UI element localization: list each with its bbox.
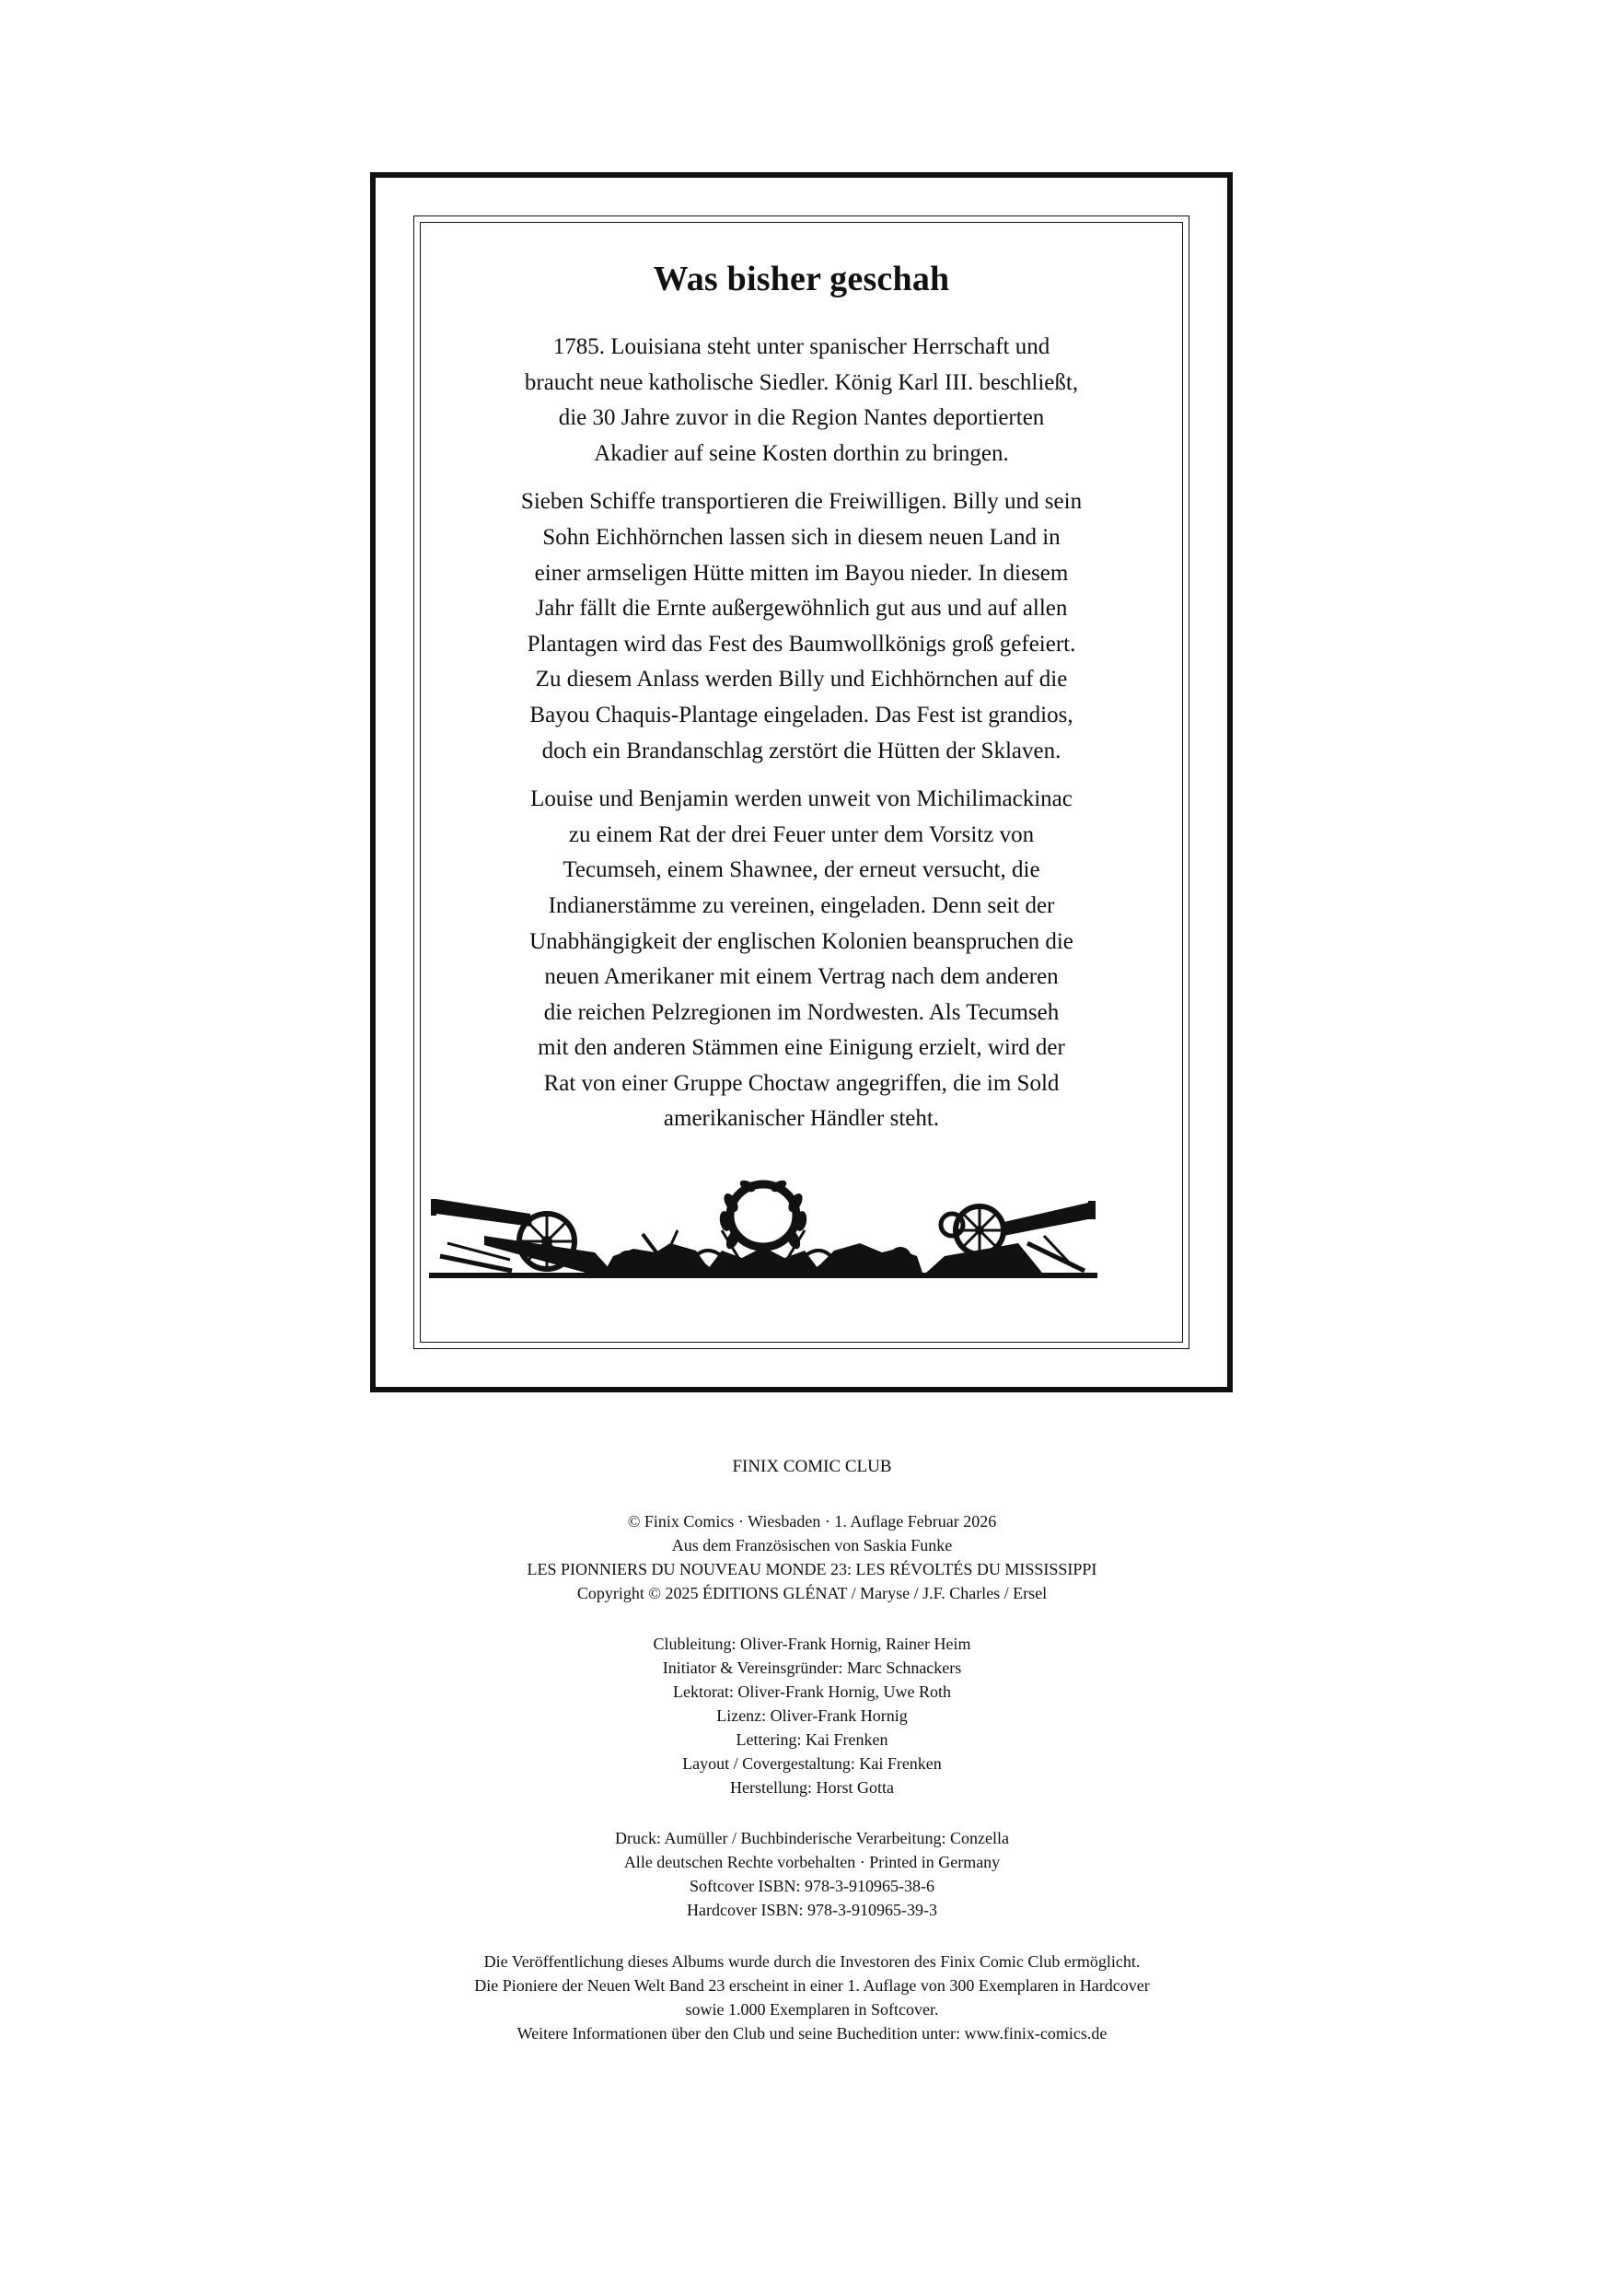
credits-line-4: Lizenz: Oliver-Frank Hornig xyxy=(716,1706,908,1725)
notes-block xyxy=(0,1950,1624,2045)
publication-line-1: © Finix Comics · Wiesbaden · 1. Auflage Februar 2026 xyxy=(627,1512,997,1531)
notes-line-3: sowie 1.000 Exemplaren in Softcover. xyxy=(685,2000,939,2019)
notes-line-2: Die Pioniere der Neuen Welt Band 23 erscheint in einer 1. Auflage von 300 Exemplaren in Hardcover xyxy=(474,1976,1150,1995)
credits-line-3: Lektorat: Oliver-Frank Hornig, Uwe Roth xyxy=(672,1682,952,1701)
credits-line-5: Lettering: Kai Frenken xyxy=(736,1730,888,1749)
print-line-4: Hardcover ISBN: 978-3-910965-39-3 xyxy=(687,1901,937,1919)
print-line-3: Softcover ISBN: 978-3-910965-38-6 xyxy=(690,1877,934,1895)
publication-line-2: Aus dem Französischen von Saskia Funke xyxy=(671,1536,953,1554)
publication-block xyxy=(0,1509,1624,1605)
notes-line-4: Weitere Informationen über den Club und seine Buchedition unter: www.finix-comics.de xyxy=(516,2024,1108,2043)
cannons-and-laurel-wreath-ornament-icon xyxy=(429,1179,1097,1282)
publication-line-3: LES PIONNIERS DU NOUVEAU MONDE 23: LES RÉVOLTÉS DU MISSISSIPPI xyxy=(527,1560,1097,1578)
credits-line-7: Herstellung: Horst Gotta xyxy=(730,1778,894,1797)
credits-block xyxy=(0,1632,1624,1799)
credits-line-6: Layout / Covergestaltung: Kai Frenken xyxy=(682,1754,942,1773)
summary-paragraph-2: Sieben Schiffe transportieren die Freiwilligen. Billy und sein Sohn Eichhörnchen lassen sich in diesem neuen Land in einer armseligen Hütte mitten im Bayou nieder. In diesem Jahr fällt die Ernte außergewöhnlich gut aus und auf allen Plantagen wird das Fest des Baumwollkönigs groß gefeiert. Zu diesem Anlass werden Billy und Eichhörnchen auf die Bayou Chaquis-Plantage eingeladen. Das Fest ist grandios, doch ein Brandanschlag zerstört die Hütten der Sklaven. xyxy=(520,489,1083,763)
notes-line-1: Die Veröffentlichung dieses Albums wurde durch die Investoren des Finix Comic Club ermöglicht. xyxy=(483,1952,1141,1971)
summary-paragraph-1: 1785. Louisiana steht unter spanischer Herrschaft und braucht neue katholische Siedler. König Karl III. beschließt, die 30 Jahre zuvor in die Region Nantes deportierten Akadier auf seine Kosten dorthin zu bringen. xyxy=(524,334,1079,466)
print-block xyxy=(0,1826,1624,1922)
print-line-1: Druck: Aumüller / Buchbinderische Verarbeitung: Conzella xyxy=(614,1829,1010,1847)
summary-frame xyxy=(370,172,1233,1392)
print-line-2: Alle deutschen Rechte vorbehalten · Printed in Germany xyxy=(623,1853,1001,1871)
summary-paragraph-3: Louise und Benjamin werden unweit von Michilimackinac zu einem Rat der drei Feuer unter dem Vorsitz von Tecumseh, einem Shawnee, der erneut versucht, die Indianerstämme zu vereinen, eingeladen. Denn seit der Unabhängigkeit der englischen Kolonien beanspruchen die neuen Amerikaner mit einem Vertrag nach dem anderen die reichen Pelzregionen im Nordwesten. Als Tecumseh mit den anderen Stämmen eine Einigung erzielt, wird der Rat von einer Gruppe Choctaw angegriffen, die im Sold amerikanischer Händler steht. xyxy=(529,786,1073,1132)
club-name: FINIX COMIC CLUB xyxy=(732,1457,892,1476)
credits-line-2: Initiator & Vereinsgründer: Marc Schnackers xyxy=(662,1659,962,1677)
summary-title: Was bisher geschah xyxy=(653,260,950,298)
summary-body xyxy=(433,330,1170,1150)
publication-line-4: Copyright © 2025 ÉDITIONS GLÉNAT / Maryse / J.F. Charles / Ersel xyxy=(576,1584,1048,1602)
credits-line-1: Clubleitung: Oliver-Frank Hornig, Rainer Heim xyxy=(653,1635,971,1653)
